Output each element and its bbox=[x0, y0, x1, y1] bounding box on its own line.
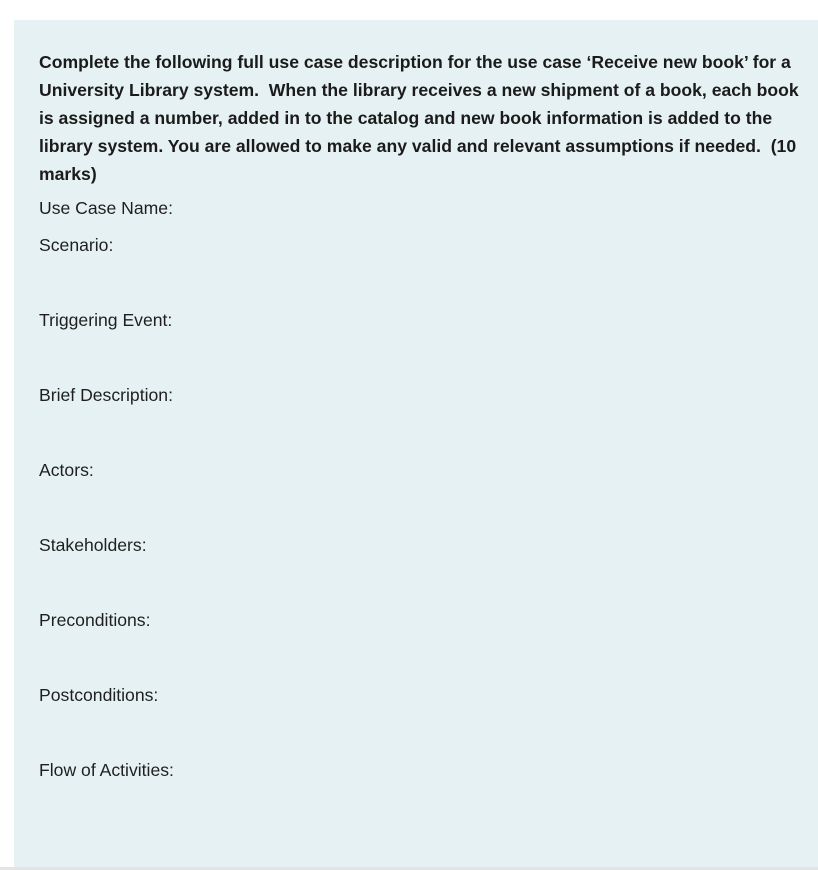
flow-of-activities-label: Flow of Activities: bbox=[39, 760, 174, 780]
use-case-name-label: Use Case Name: bbox=[39, 198, 173, 218]
actors-label: Actors: bbox=[39, 460, 94, 480]
question-panel bbox=[14, 20, 818, 868]
triggering-event-label: Triggering Event: bbox=[39, 310, 173, 330]
scenario-label: Scenario: bbox=[39, 235, 114, 255]
brief-description-label: Brief Description: bbox=[39, 385, 173, 405]
preconditions-label: Preconditions: bbox=[39, 610, 151, 630]
postconditions-label: Postconditions: bbox=[39, 685, 159, 705]
question-text: Complete the following full use case description for the use case ‘Receive new book’ for a University Library system. When the library receives a new shipment of a book, each book is assigned a number, added in to the catalog and new book information is added to the library system. You are allowed to make any valid and relevant assumptions if needed. (10 marks) bbox=[39, 52, 804, 184]
stakeholders-label: Stakeholders: bbox=[39, 535, 147, 555]
